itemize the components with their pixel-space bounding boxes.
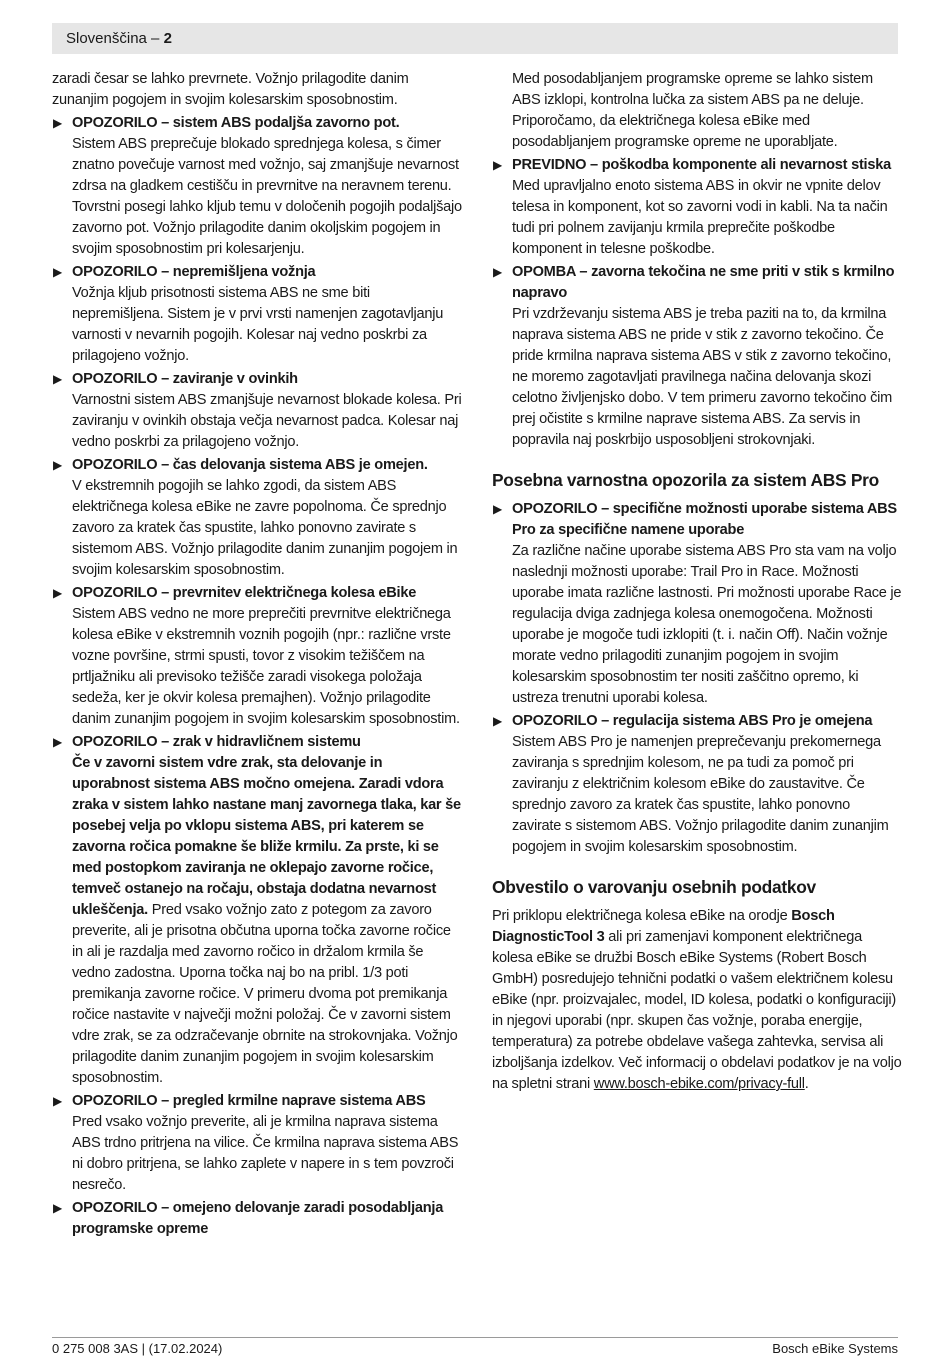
warning-title: PREVIDNO – poškodba komponente ali nevarnost stiska	[512, 157, 891, 173]
warning-body: Pred vsako vožnjo preverite, ali je krmilna naprava sistema ABS trdno pritrjena na vilice. Če krmilna naprava sistema ABS ni dobro pritrjena, se lahko zaplete v napere in s tem povzroči nesrečo.	[72, 1114, 459, 1193]
warning-item	[52, 455, 462, 581]
header-language: Slovenščina –	[66, 30, 164, 47]
footer-document-id: 0 275 008 3AS | (17.02.2024)	[52, 1341, 223, 1356]
privacy-tool-name: Bosch DiagnosticTool 3	[492, 908, 835, 945]
warning-item	[52, 369, 462, 453]
intro-text: zaradi česar se lahko prevrnete. Vožnjo prilagodite danim zunanjim pogojem in svojim kolesarskim sposobnostim.	[52, 71, 409, 108]
arrow-right-icon: ▶	[53, 586, 62, 600]
section-heading-privacy: Obvestilo o varovanju osebnih podatkov	[492, 877, 816, 897]
arrow-right-icon: ▶	[53, 1201, 62, 1215]
warning-body: Sistem ABS vedno ne more preprečiti prevrnitve električnega kolesa eBike v ekstremnih voznih pogojih (npr.: različne vrste vozne površine, strmi spusti, tovor z visokim težiščem na prtljažniku ali previsoko težišče zaradi visokega položaja sedeža, ker je okvir kolesa premajhen). Vožnjo prilagodite danim zunanjim pogojem in svojim kolesarskim sposobnostim.	[72, 606, 460, 727]
arrow-right-icon: ▶	[493, 265, 502, 279]
warning-body: Varnostni sistem ABS zmanjšuje nevarnost blokade kolesa. Pri zaviranju v ovinkih obstaja večja nevarnost padca. Kolesar naj vedno poskrbi za prilagojeno vožnjo.	[72, 392, 462, 450]
warning-title: OPOZORILO – sistem ABS podaljša zavorno pot.	[72, 115, 400, 131]
warning-title: OPOZORILO – nepremišljena vožnja	[72, 264, 316, 280]
header-text	[66, 30, 172, 48]
warning-title: OPOZORILO – regulacija sistema ABS Pro je omejena	[512, 713, 873, 729]
warning-body: Sistem ABS Pro je namenjen preprečevanju prekomernega zaviranja s sprednjim kolesom, ne pa tudi za pomoč pri zaviranju z električnim kolesom eBike do zaustavitve. Če sprednjo zavoro za kratek čas spustite, lahko ponovno zavirate s sistemom ABS. Vožnjo prilagodite danim zunanjim pogojem in svojim kolesarskim sposobnostim.	[512, 734, 889, 855]
privacy-text-part: Pri priklopu električnega kolesa eBike na orodje	[492, 908, 792, 924]
section-heading-abs-pro: Posebna varnostna opozorila za sistem ABS Pro	[492, 470, 879, 490]
warning-continuation	[492, 69, 902, 153]
footer-brand: Bosch eBike Systems	[772, 1341, 898, 1356]
warning-body: Sistem ABS preprečuje blokado sprednjega kolesa, s čimer znatno povečuje varnost med vožnjo, saj zmanjšuje nevarnost zdrsa na gladkem cestišču in prevrnitve na neravnem terenu. Tovrstni posegi lahko kljub temu v določenih pogojih podaljšajo zavorno pot. Vožnjo prilagodite danim okoljskim pogojem in svojim sposobnostim pri kolesarjenju.	[72, 136, 462, 257]
warning-item	[492, 262, 902, 451]
warning-title: OPOMBA – zavorna tekočina ne sme priti v stik s krmilno napravo	[512, 264, 895, 301]
arrow-right-icon: ▶	[493, 714, 502, 728]
warning-item	[52, 113, 462, 260]
privacy-text	[492, 906, 902, 1095]
warning-body: Vožnja kljub prisotnosti sistema ABS ne sme biti nepremišljena. Sistem je v prvi vrsti namenjen zagotavljanju varnosti v nevarnih pogojih. Kolesar naj vedno poskrbi za prilagojeno vožnjo.	[72, 285, 444, 364]
warning-item	[52, 1091, 462, 1196]
warning-title: OPOZORILO – zaviranje v ovinkih	[72, 371, 298, 387]
privacy-text-part: .	[804, 1076, 809, 1092]
warning-item	[52, 262, 462, 367]
page-number: 2	[163, 30, 172, 47]
warning-body: Pri vzdrževanju sistema ABS je treba paziti na to, da krmilna naprava sistema ABS ne pride v stik z zavorno tekočino. Če pride krmilna naprava sistema ABS v stik z zavorno tekočino, ne moremo zagotavljati pravilnega načina delovanja skozi celotno življenjsko dobo. V tem primeru zavorno tekočino čim prej očistite s krmilne naprave sistema ABS. Za servis in popravila naj poskrbijo usposobljeni strokovnjaki.	[512, 306, 893, 448]
arrow-right-icon: ▶	[53, 372, 62, 386]
warning-bold-body: Če v zavorni sistem vdre zrak, sta delovanje in uporabnost sistema ABS močno omejena. Zaradi vdora zraka v sistem lahko nastane manj zavornega tlaka, kar še posebej velja po vklopu sistema ABS, pri katerem se zavorna ročica pomakne še bliže krmilu. Za prste, ki se med postopkom zaviranja ne oklepajo zavorne ročice, temveč ostanejo na ročaju, obstaja dodatna nevarnost ukleščenja.	[72, 755, 461, 918]
warning-item	[52, 583, 462, 730]
warning-title: OPOZORILO – omejeno delovanje zaradi posodabljanja programske opreme	[72, 1200, 444, 1237]
footer-divider	[52, 1337, 898, 1338]
privacy-link[interactable]: www.bosch-ebike.com/privacy-full	[593, 1076, 805, 1092]
warning-title: OPOZORILO – prevrnitev električnega kolesa eBike	[72, 585, 417, 601]
privacy-text-part: ali pri zamenjavi komponent električnega kolesa eBike se družbi Bosch eBike Systems (Robert Bosch GmbH) posredujejo tehnični podatki o vašem električnem kolesu eBike (npr. proizvajalec, model, ID kolesa, podatki o konfiguraciji) in njegovi uporabi (npr. skupen čas vožnje, poraba energije, temperatura) za potrebe obdelave vašega zahtevka, servisa ali izboljšanja izdelkov. Več informacij o obdelavi podatkov je na voljo na spletni strani	[492, 929, 902, 1092]
warning-item	[492, 499, 902, 709]
warning-body: Za različne načine uporabe sistema ABS Pro sta vam na voljo naslednji možnosti uporabe: Trail Pro in Race. Možnosti uporabe imata različne lastnosti. Pri možnosti uporabe Race je regulacija dviga zadnjega kolesa onemogočena. Možnosti uporabe je mogoče tudi izklopiti (t. i. način Off). Način vožnje morate vedno prilagoditi zunanjim pogojem in svojim kolesarskim sposobnostim ter nositi zaščitno opremo, ki ustreza trenutni uporabi kolesa.	[512, 543, 902, 706]
warning-body: Med upravljalno enoto sistema ABS in okvir ne vpnite delov telesa in komponent, kot so zavorni vodi in kabli. Na ta način tudi pri polnem zavijanju krmila preprečite poškodbe komponent in telesne poškodbe.	[512, 178, 888, 257]
arrow-right-icon: ▶	[493, 158, 502, 172]
arrow-right-icon: ▶	[53, 265, 62, 279]
warning-title: OPOZORILO – čas delovanja sistema ABS je omejen.	[72, 457, 428, 473]
warning-body: V ekstremnih pogojih se lahko zgodi, da sistem ABS električnega kolesa eBike ne zavre popolnoma. Če sprednjo zavoro za kratek čas spustite, lahko ponovno zavirate s sistemom ABS. Vožnjo prilagodite danim zunanjim pogojem in svojim kolesarskim sposobnostim.	[72, 478, 458, 578]
warning-item	[52, 1198, 462, 1240]
warning-body: Pred vsako vožnjo zato z potegom za zavoro preverite, ali je prisotna občutna uporna točka zavorne ročice in ali je razdalja med zavorno ročico in držalom krmila še vedno zadostna. Uporna točka naj bo na pribl. 1/3 poti premikanja zavorne ročice. V primeru dvoma pot premikanja ročice nastavite v največji možni položaj. Če v zavorni sistem vdre zrak, se za odzračevanje obrnite na strokovnjaka. Vožnjo prilagodite danim zunanjim pogojem in svojim kolesarskim sposobnostim.	[72, 902, 458, 1086]
arrow-right-icon: ▶	[53, 458, 62, 472]
warning-title: OPOZORILO – specifične možnosti uporabe sistema ABS Pro za specifične namene uporabe	[512, 501, 897, 538]
warning-title: OPOZORILO – zrak v hidravličnem sistemu	[72, 734, 361, 750]
arrow-right-icon: ▶	[53, 1094, 62, 1108]
right-column	[492, 69, 902, 1095]
warning-title: OPOZORILO – pregled krmilne naprave sistema ABS	[72, 1093, 426, 1109]
arrow-right-icon: ▶	[53, 735, 62, 749]
left-column	[52, 69, 462, 1240]
page-header	[52, 23, 898, 54]
arrow-right-icon: ▶	[493, 502, 502, 516]
warning-item	[492, 711, 902, 858]
warning-body: Med posodabljanjem programske opreme se lahko sistem ABS izklopi, kontrolna lučka za sistem ABS pa ne deluje. Priporočamo, da električnega kolesa eBike med posodabljanjem programske opreme ne uporabljate.	[512, 71, 873, 150]
warning-item	[492, 155, 902, 260]
arrow-right-icon: ▶	[53, 116, 62, 130]
warning-item-air	[52, 732, 462, 1089]
